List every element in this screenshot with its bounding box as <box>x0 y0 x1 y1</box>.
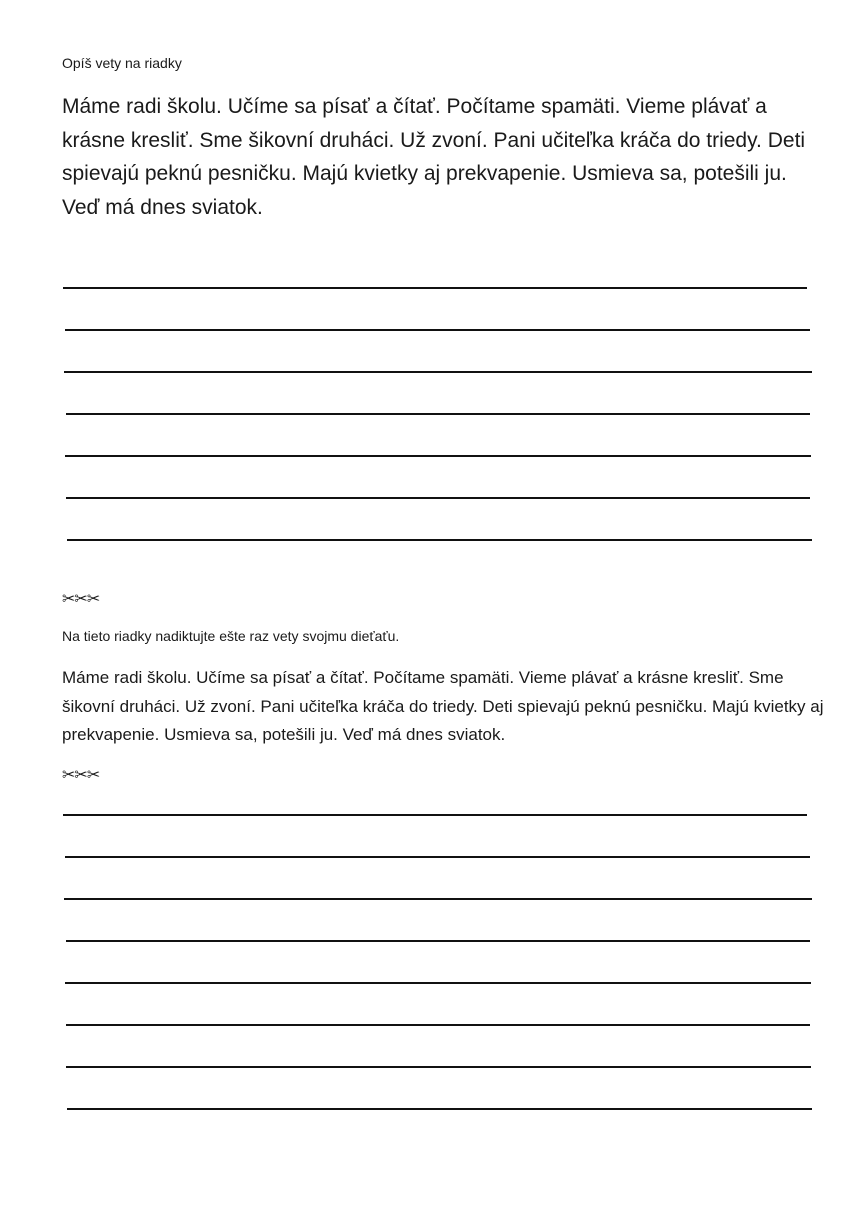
writing-line <box>63 814 807 816</box>
writing-line <box>66 413 810 415</box>
writing-line <box>65 455 811 457</box>
writing-line <box>65 856 810 858</box>
writing-line <box>66 1024 810 1026</box>
writing-line <box>66 497 810 499</box>
passage-text-small: Máme radi školu. Učíme sa písať a čítať. Počítame spamäti. Vieme plávať a krásne kresliť. Sme šikovní druháci. Už zvoní. Pani učiteľka kráča do triedy. Deti spievajú peknú pesničku. Majú kvietky aj prekvapenie. Usmieva sa, potešili ju. Veď má dnes sviatok. <box>62 668 824 744</box>
writing-line <box>64 371 812 373</box>
writing-line <box>64 898 812 900</box>
writing-line <box>63 287 807 289</box>
dictation-instruction: Na tieto riadky nadiktujte ešte raz vety svojmu dieťaťu. <box>62 628 400 644</box>
writing-line <box>67 1108 812 1110</box>
writing-line <box>65 329 810 331</box>
writing-line <box>66 940 810 942</box>
passage-text-large: Máme radi školu. Učíme sa písať a čítať. Počítame spamäti. Vieme plávať a krásne kresliť. Sme šikovní druháci. Už zvoní. Pani učiteľka kráča do triedy. Deti spievajú peknú pesničku. Majú kvietky aj prekvapenie. Usmieva sa, potešili ju. Veď má dnes sviatok. <box>62 95 806 219</box>
writing-line <box>66 1066 811 1068</box>
scissors-icon: ✂✂✂ <box>62 765 100 784</box>
writing-line <box>65 982 811 984</box>
writing-line <box>67 539 812 541</box>
scissors-icon: ✂✂✂ <box>62 589 100 608</box>
copy-instruction: Opíš vety na riadky <box>62 55 182 71</box>
